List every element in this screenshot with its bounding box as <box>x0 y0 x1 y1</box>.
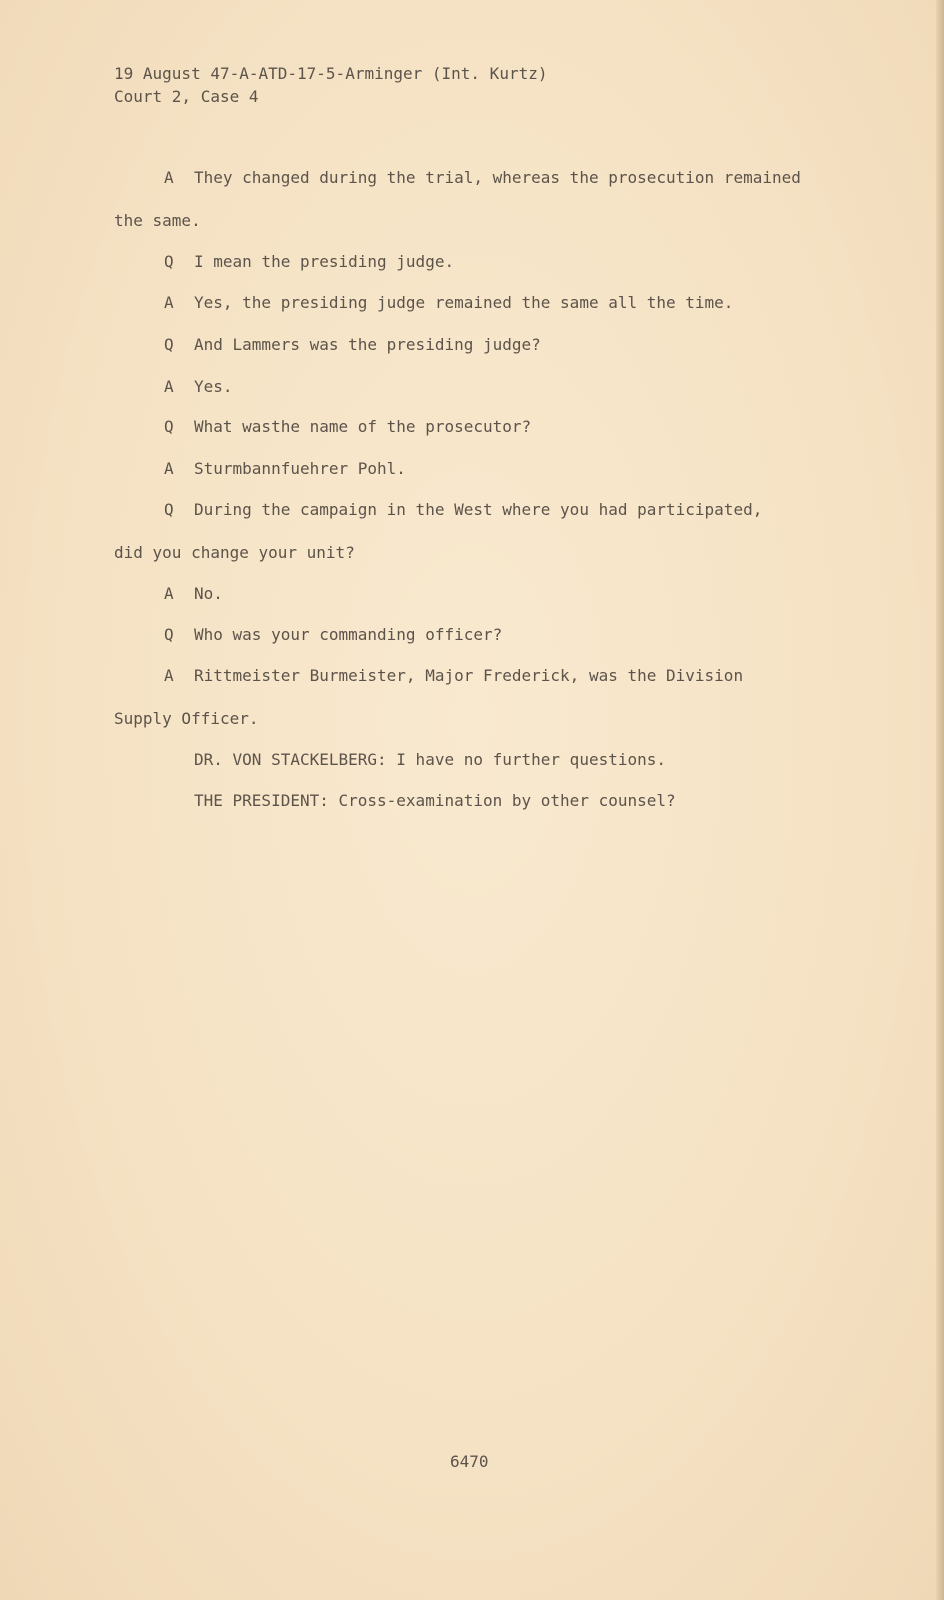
qa-text: Yes, the presiding judge remained the same all the time. <box>194 293 734 312</box>
qa-text: Yes. <box>194 377 233 396</box>
speaker-marker: A <box>164 459 174 478</box>
qa-text: During the campaign in the West where you had participated, <box>194 500 763 519</box>
page-number: 6470 <box>450 1452 489 1471</box>
qa-line <box>164 334 541 356</box>
qa-line <box>164 416 531 438</box>
speaker-marker: Q <box>164 625 174 644</box>
header-line-1: 19 August 47-A-ATD-17-5-Arminger (Int. Kurtz) <box>114 64 548 83</box>
qa-text: Who was your commanding officer? <box>194 625 503 644</box>
speaker-marker: Q <box>164 417 174 436</box>
colloquy-line: DR. VON STACKELBERG: I have no further questions. <box>194 750 667 769</box>
qa-line <box>164 458 406 480</box>
speaker-marker: Q <box>164 500 174 519</box>
page-edge <box>936 0 944 1600</box>
qa-text: No. <box>194 584 223 603</box>
qa-line <box>164 583 223 605</box>
speaker-marker: A <box>164 377 174 396</box>
qa-line <box>164 665 743 687</box>
qa-line <box>164 499 762 521</box>
qa-text: Sturmbannfuehrer Pohl. <box>194 459 406 478</box>
speaker-marker: Q <box>164 335 174 354</box>
qa-text: I mean the presiding judge. <box>194 252 455 271</box>
qa-line <box>164 376 233 398</box>
qa-continuation: did you change your unit? <box>114 543 355 562</box>
qa-line <box>164 292 733 314</box>
qa-text: Rittmeister Burmeister, Major Frederick, was the Division <box>194 666 744 685</box>
qa-text: And Lammers was the presiding judge? <box>194 335 541 354</box>
header-line-2: Court 2, Case 4 <box>114 87 259 106</box>
qa-continuation: Supply Officer. <box>114 709 259 728</box>
qa-text: They changed during the trial, whereas the prosecution remained <box>194 168 801 187</box>
speaker-marker: A <box>164 666 174 685</box>
speaker-marker: Q <box>164 252 174 271</box>
qa-text: What wasthe name of the prosecutor? <box>194 417 532 436</box>
colloquy-line: THE PRESIDENT: Cross-examination by other counsel? <box>194 791 676 810</box>
qa-continuation: the same. <box>114 211 201 230</box>
qa-line <box>164 167 801 189</box>
qa-line <box>164 251 454 273</box>
speaker-marker: A <box>164 584 174 603</box>
speaker-marker: A <box>164 293 174 312</box>
qa-line <box>164 624 502 646</box>
speaker-marker: A <box>164 168 174 187</box>
